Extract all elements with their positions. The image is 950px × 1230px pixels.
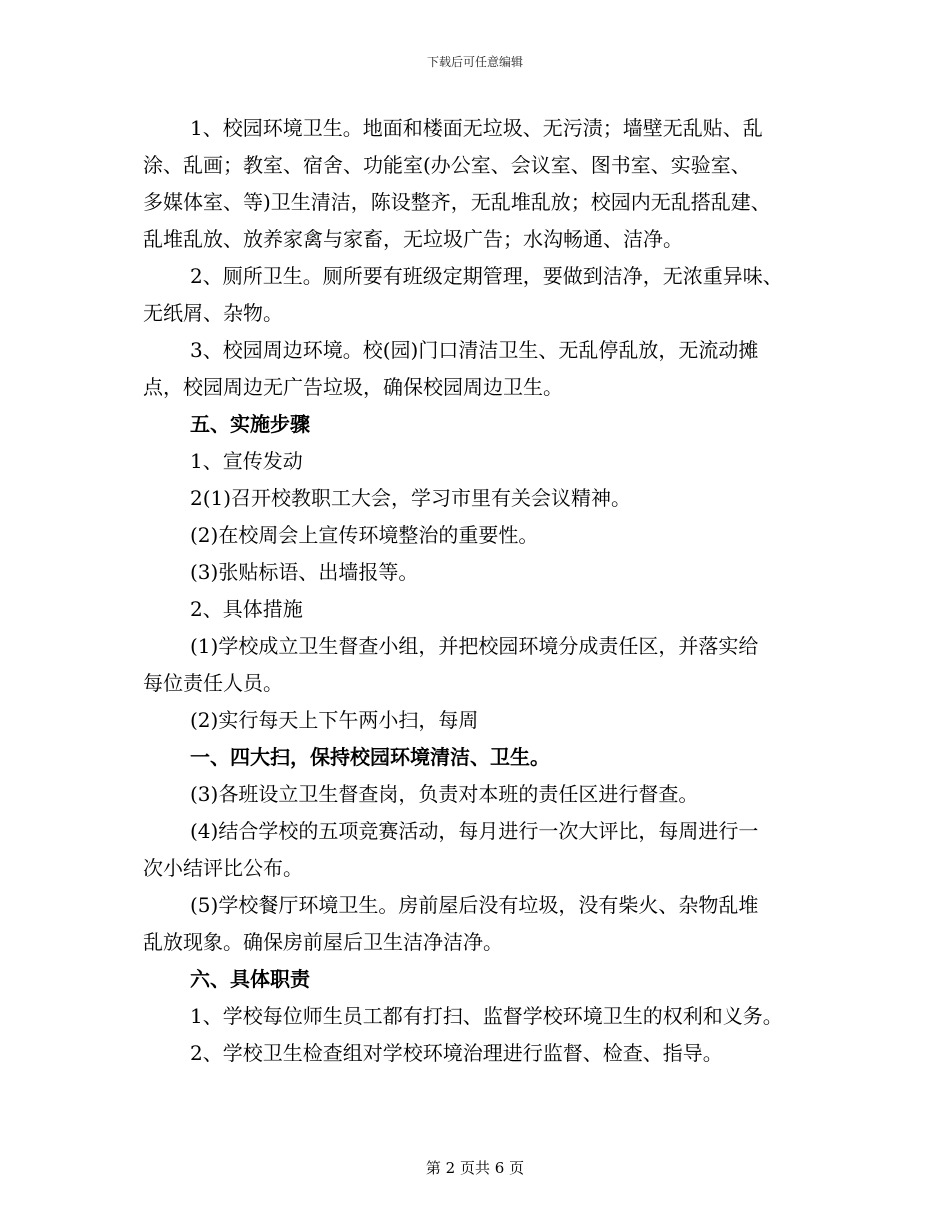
sub-heading: 1、宣传发动 [190, 449, 303, 473]
body-line: 2(1)召开校教职工大会，学习市里有关会议精神。 [190, 486, 632, 510]
body-line: 乱放现象。确保房前屋后卫生洁净洁净。 [143, 930, 503, 954]
page-number: 第 2 页共 6 页 [425, 1159, 525, 1177]
section-heading: 五、实施步骤 [190, 412, 310, 436]
body-line: (3)张贴标语、出墙报等。 [190, 560, 419, 584]
body-line: (4)结合学校的五项竞赛活动，每月进行一次大评比，每周进行一 [190, 819, 759, 843]
body-line: 次小结评比公布。 [143, 856, 303, 880]
body-line: (2)在校周会上宣传环境整治的重要性。 [190, 523, 539, 547]
body-line: 点，校园周边无广告垃圾，确保校园周边卫生。 [143, 375, 563, 399]
section-heading: 六、具体职责 [190, 967, 310, 991]
body-line: 1、校园环境卫生。地面和楼面无垃圾、无污渍；墙壁无乱贴、乱 [190, 116, 763, 140]
body-line: 涂、乱画；教室、宿舍、功能室(办公室、会议室、图书室、实验室、 [143, 153, 751, 177]
body-line: (2)实行每天上下午两小扫，每周 [190, 708, 479, 732]
body-line: 3、校园周边环境。校(园)门口清洁卫生、无乱停乱放，无流动摊 [190, 338, 759, 362]
body-line: 每位责任人员。 [143, 671, 283, 695]
body-line: 多媒体室、等)卫生清洁，陈设整齐，无乱堆乱放；校园内无乱搭乱建、 [143, 190, 771, 214]
body-line: (3)各班设立卫生督查岗，负责对本班的责任区进行督查。 [190, 782, 699, 806]
sub-heading: 2、具体措施 [190, 597, 303, 621]
body-line: 乱堆乱放、放养家禽与家畜，无垃圾广告；水沟畅通、洁净。 [143, 227, 683, 251]
body-line: (1)学校成立卫生督查小组，并把校园环境分成责任区，并落实给 [190, 634, 759, 658]
body-line: 2、学校卫生检查组对学校环境治理进行监督、检查、指导。 [190, 1041, 723, 1065]
bold-line: 一、四大扫，保持校园环境清洁、卫生。 [190, 745, 550, 769]
page-header: 下载后可任意编辑 [426, 55, 523, 69]
body-line: 1、学校每位师生员工都有打扫、监督学校环境卫生的权利和义务。 [190, 1004, 783, 1028]
body-line: 无纸屑、杂物。 [143, 301, 283, 325]
body-line: 2、厕所卫生。厕所要有班级定期管理，要做到洁净，无浓重异味、 [190, 264, 783, 288]
body-line: (5)学校餐厅环境卫生。房前屋后没有垃圾，没有柴火、杂物乱堆 [190, 893, 759, 917]
